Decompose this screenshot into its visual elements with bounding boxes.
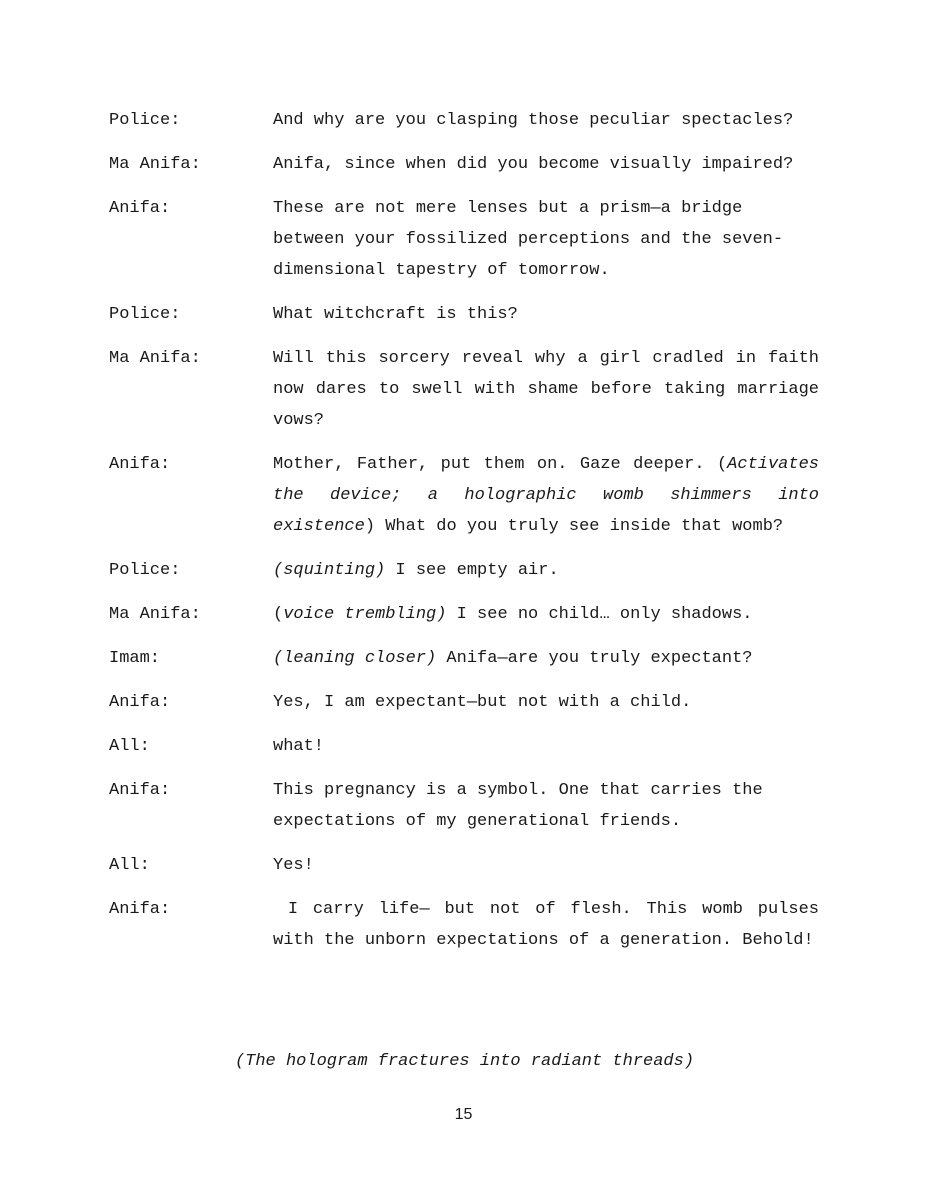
speaker-name: Imam:: [109, 649, 161, 668]
dialogue-text-part: ) What do you truly see inside that womb?: [364, 517, 784, 536]
dialogue-line: [109, 193, 819, 286]
dialogue-text: Yes!: [273, 856, 314, 875]
stage-direction-inline: (squinting): [273, 561, 386, 580]
stage-direction-inline: voice trembling): [283, 605, 447, 624]
dialogue-text: [273, 643, 819, 674]
speaker-name: Ma Anifa:: [109, 605, 201, 624]
speaker-name: Police:: [109, 305, 181, 324]
dialogue-text: [273, 599, 819, 630]
dialogue-line: [109, 299, 819, 330]
dialogue-text: [273, 555, 819, 586]
speaker-name: Anifa:: [109, 199, 171, 218]
dialogue-line: [109, 149, 819, 180]
speaker-name: Police:: [109, 561, 181, 580]
speaker-name: Anifa:: [109, 900, 171, 919]
stage-direction-inline: Activates the device; a holographic womb shimmers into existence: [273, 455, 819, 536]
dialogue-line: [109, 105, 819, 136]
dialogue-text: I carry life— but not of flesh. This womb pulses with the unborn expectations of a generation. Behold!: [273, 900, 819, 950]
speaker-name: Anifa:: [109, 455, 171, 474]
dialogue-line: [109, 555, 819, 586]
speaker-name: Anifa:: [109, 781, 171, 800]
page-number: 15: [454, 1106, 473, 1123]
script-body: [109, 105, 819, 969]
dialogue-text: what!: [273, 737, 325, 756]
dialogue-text: Will this sorcery reveal why a girl cradled in faith now dares to swell with shame before taking marriage vows?: [273, 349, 819, 430]
dialogue-text: Anifa, since when did you become visually impaired?: [273, 155, 794, 174]
dialogue-line: [109, 687, 819, 718]
dialogue-text: These are not mere lenses but a prism—a bridge between your fossilized perceptions and the seven-dimensional tapestry of tomorrow.: [273, 199, 784, 280]
dialogue-text: [273, 449, 819, 542]
dialogue-line: [109, 343, 819, 436]
dialogue-text-part: I see empty air.: [385, 561, 559, 580]
dialogue-line: [109, 599, 819, 630]
stage-direction-text: (The hologram fractures into radiant threads): [234, 1052, 695, 1071]
dialogue-text: What witchcraft is this?: [273, 305, 518, 324]
dialogue-line: [109, 731, 819, 762]
speaker-name: Ma Anifa:: [109, 349, 201, 368]
dialogue-text-part: (: [273, 605, 284, 624]
speaker-name: Anifa:: [109, 693, 171, 712]
dialogue-line: [109, 894, 819, 956]
dialogue-line: [109, 850, 819, 881]
dialogue-text: And why are you clasping those peculiar spectacles?: [273, 111, 794, 130]
speaker-name: Ma Anifa:: [109, 155, 201, 174]
dialogue-text: Yes, I am expectant—but not with a child.: [273, 693, 692, 712]
speaker-name: All:: [109, 856, 150, 875]
dialogue-text-part: Anifa—are you truly expectant?: [436, 649, 753, 668]
speaker-name: All:: [109, 737, 150, 756]
stage-direction: [0, 1046, 927, 1077]
stage-direction-inline: (leaning closer): [273, 649, 437, 668]
dialogue-line: [109, 643, 819, 674]
dialogue-line: [109, 449, 819, 542]
dialogue-text-part: I see no child… only shadows.: [446, 605, 753, 624]
speaker-name: Police:: [109, 111, 181, 130]
dialogue-text: This pregnancy is a symbol. One that carries the expectations of my generational friends.: [273, 781, 763, 831]
dialogue-line: [109, 775, 819, 837]
dialogue-text-part: Mother, Father, put them on. Gaze deeper. (: [273, 455, 728, 474]
